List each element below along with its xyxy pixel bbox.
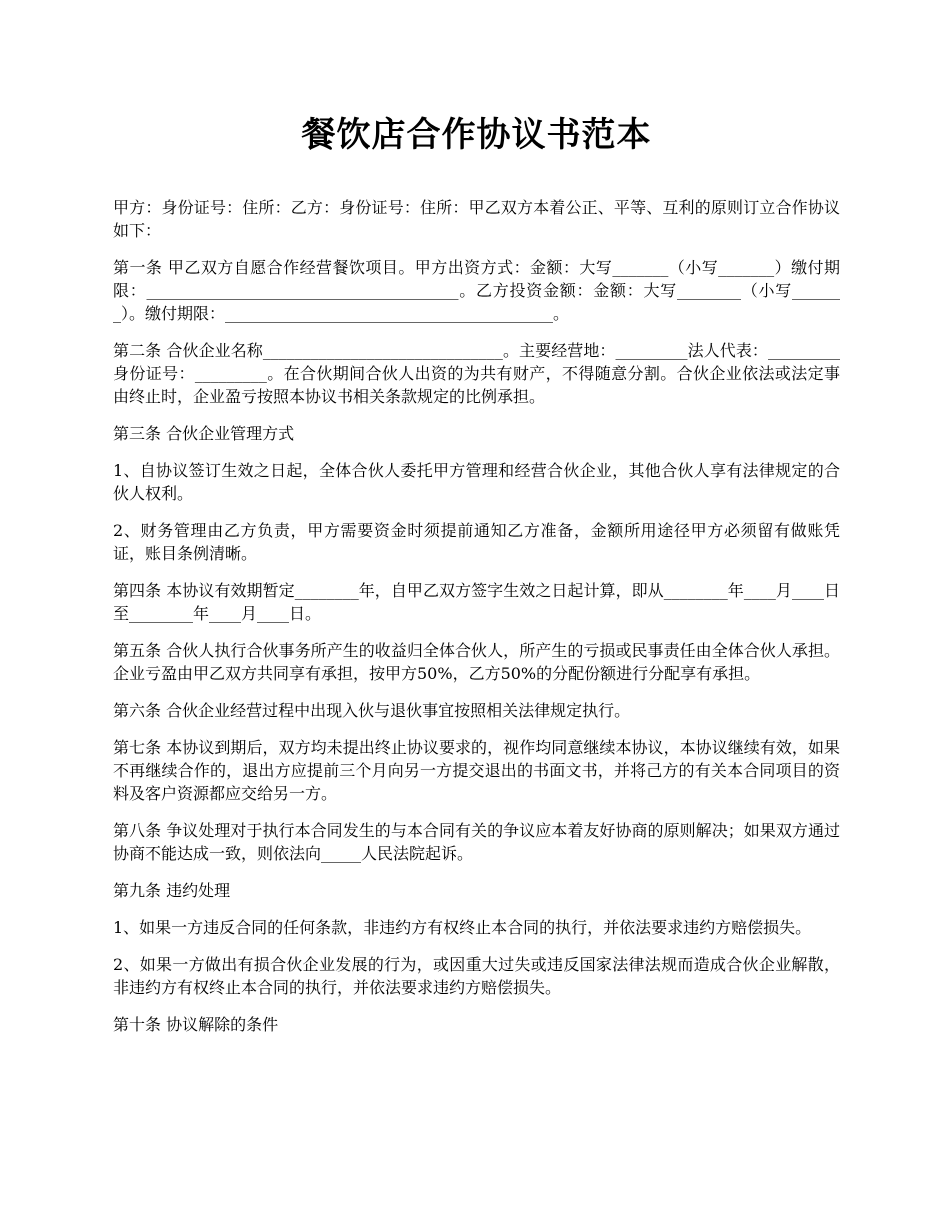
article-2-paragraph: 第二条 合伙企业名称______________________________。主要经营地：_________法人代表：_________身份证号：_________。在合伙期间合伙人出资的为共有财产，不得随意分割。合伙企业依法或法定事由终止时，企业盈亏按照本协议书相关条款规定的比例承担。 [113, 341, 840, 406]
article-1-paragraph: 第一条 甲乙双方自愿合作经营餐饮项目。甲方出资方式：金额：大写_______（小写_______）缴付期限：_______________________________________。乙方投资金额：金额：大写________（小写_______）。缴付期限：_________________________________________。 [113, 258, 840, 323]
article-3-clause-1: 1、自协议签订生效之日起，全体合伙人委托甲方管理和经营合伙企业，其他合伙人享有法律规定的合伙人权利。 [113, 461, 840, 503]
article-9-clause-2: 2、如果一方做出有损合伙企业发展的行为，或因重大过失或违反国家法律法规而造成合伙企业解散，非违约方有权终止本合同的执行，并依法要求违约方赔偿损失。 [113, 955, 840, 997]
document-title: 餐饮店合作协议书范本 [301, 115, 652, 155]
article-3-heading: 第三条 合伙企业管理方式 [113, 424, 295, 443]
article-9-clause-1: 1、如果一方违反合同的任何条款，非违约方有权终止本合同的执行，并依法要求违约方赔偿损失。 [113, 918, 812, 937]
article-7-paragraph: 第七条 本协议到期后，双方均未提出终止协议要求的，视作均同意继续本协议，本协议继续有效，如果不再继续合作的，退出方应提前三个月向另一方提交退出的书面文书，并将己方的有关本合同项目的资料及客户资源都应交给另一方。 [113, 738, 840, 803]
document-page [113, 112, 840, 1050]
article-3-clause-2: 2、财务管理由乙方负责，甲方需要资金时须提前通知乙方准备，金额所用途径甲方必须留有做账凭证，账目条例清晰。 [113, 521, 840, 563]
article-6-paragraph: 第六条 合伙企业经营过程中出现入伙与退伙事宜按照相关法律规定执行。 [113, 701, 631, 720]
article-4-paragraph: 第四条 本协议有效期暂定________年，自甲乙双方签字生效之日起计算，即从________年____月____日至________年____月____日。 [113, 581, 840, 623]
article-9-heading: 第九条 违约处理 [113, 881, 231, 900]
party-info-paragraph: 甲方：身份证号：住所：乙方：身份证号：住所：甲乙双方本着公正、平等、互利的原则订立合作协议如下： [113, 198, 840, 240]
article-5-paragraph: 第五条 合伙人执行合伙事务所产生的收益归全体合伙人，所产生的亏损或民事责任由全体合伙人承担。企业亏盈由甲乙双方共同享有承担，按甲方50%，乙方50%的分配份额进行分配享有承担。 [113, 641, 840, 683]
article-10-heading: 第十条 协议解除的条件 [113, 1015, 279, 1034]
article-8-paragraph: 第八条 争议处理对于执行本合同发生的与本合同有关的争议应本着友好协商的原则解决；如果双方通过协商不能达成一致，则依法向_____人民法院起诉。 [113, 821, 840, 863]
